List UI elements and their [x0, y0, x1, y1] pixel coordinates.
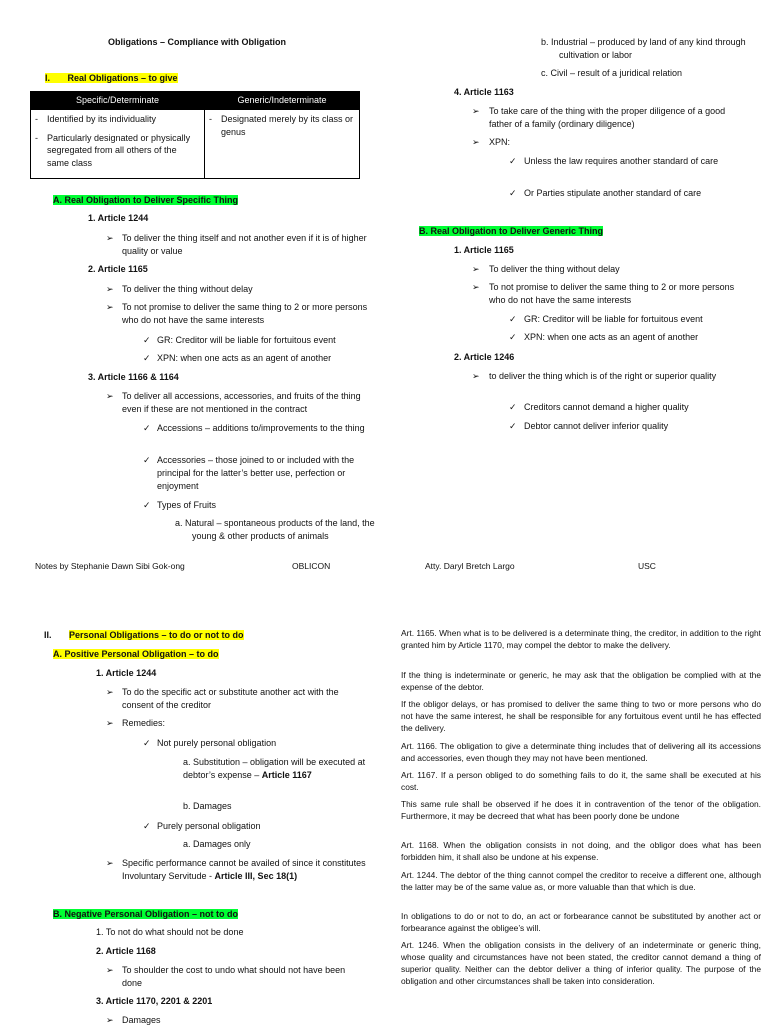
bullet-text: Creditors cannot demand a higher quality: [524, 402, 689, 412]
arrow-bullet-icon: ➢: [106, 687, 114, 697]
footer-notes: Notes by Stephanie Dawn Sibi Gok-ong: [35, 561, 185, 571]
bullet-text: to deliver the thing which is of the right or superior quality: [489, 371, 717, 381]
bullet-text: GR: Creditor will be liable for fortuitous event: [524, 314, 703, 324]
section-1-heading: [45, 72, 178, 85]
check-bullet-icon: ✓: [143, 500, 151, 510]
check-bullet-icon: ✓: [143, 335, 151, 345]
bullet-text: Specific performance cannot be availed of since it constitutes Involuntary Servitude - Article III, Sec 18(1): [122, 858, 366, 881]
table-header-generic: Generic/Indeterminate: [205, 92, 360, 110]
arrow-bullet-icon: ➢: [106, 233, 114, 243]
article-1163-heading: 4. Article 1163: [454, 87, 514, 97]
bullet-text: To take care of the thing with the proper diligence of a good father of a family (ordinary diligence): [489, 106, 726, 129]
bullet-text: XPN: when one acts as an agent of another: [157, 353, 332, 363]
article-1165-heading-b: 1. Article 1165: [454, 245, 514, 255]
bullet-text: To deliver the thing without delay: [122, 284, 253, 294]
section-1-num: I.: [45, 73, 51, 83]
bullet-text: XPN: when one acts as an agent of another: [524, 332, 699, 342]
bullet-text: Debtor cannot deliver inferior quality: [524, 421, 669, 431]
article-1246-heading: 2. Article 1246: [454, 352, 515, 362]
bullet-text: GR: Creditor will be liable for fortuitous event: [157, 335, 336, 345]
list-item: - Identified by its individuality: [35, 113, 157, 124]
arrow-bullet-icon: ➢: [106, 858, 114, 868]
article-paragraph: Art. 1244. The debtor of the thing cannot compel the creditor to receive a different one, although the latter may be of the same value as, or more valuable than that which is due.: [401, 870, 761, 892]
check-bullet-icon: ✓: [143, 821, 151, 831]
check-bullet-icon: ✓: [143, 738, 151, 748]
bullet-text: Unless the law requires another standard of care: [524, 156, 719, 166]
footer-subject: OBLICON: [292, 561, 331, 571]
arrow-bullet-icon: ➢: [472, 371, 480, 381]
pb-article-1168: 2. Article 1168: [96, 946, 156, 956]
bullet-text: Or Parties stipulate another standard of care: [524, 188, 702, 198]
arrow-bullet-icon: ➢: [106, 391, 114, 401]
check-bullet-icon: ✓: [509, 156, 517, 166]
pa-article-1244: 1. Article 1244: [96, 668, 157, 678]
substitution-text: a. Substitution – obligation will be executed at debtor’s expense – Article 1167: [183, 757, 366, 780]
article-paragraph: Art. 1165. When what is to be delivered is a determinate thing, the creditor, in addition to the right granted him by Article 1170, may compel the debtor to make the delivery.: [401, 628, 761, 650]
pb-article-1170: 3. Article 1170, 2201 & 2201: [96, 996, 213, 1006]
article-1166-heading: 3. Article 1166 & 1164: [88, 372, 179, 382]
arrow-bullet-icon: ➢: [472, 282, 480, 292]
check-bullet-icon: ✓: [509, 188, 517, 198]
footer-school: USC: [638, 561, 656, 571]
bullet-text: Damages: [122, 1015, 161, 1025]
section-pa-heading: A. Positive Personal Obligation – to do: [53, 649, 219, 659]
damages-only-text: a. Damages only: [183, 839, 251, 849]
fruit-civil: c. Civil – result of a juridical relation: [541, 68, 683, 78]
footer-atty: Atty. Daryl Bretch Largo: [425, 561, 515, 571]
bullet-text: Purely personal obligation: [157, 821, 261, 831]
arrow-bullet-icon: ➢: [472, 137, 480, 147]
check-bullet-icon: ✓: [509, 314, 517, 324]
article-1165-heading: 2. Article 1165: [88, 264, 148, 274]
bullet-text: To deliver the thing itself and not another even if it is of higher quality or value: [122, 233, 367, 256]
fruit-industrial: b. Industrial – produced by land of any kind through cultivation or labor: [541, 37, 746, 60]
article-paragraph: In obligations to do or not to do, an act or forbearance cannot be substituted by another act or forbearance against the obligee’s will.: [401, 911, 761, 933]
arrow-bullet-icon: ➢: [106, 284, 114, 294]
bullet-text: Accessories – those joined to or included with the principal for the latter’s better use, perfection or enjoyment: [157, 455, 355, 491]
article-paragraph: Art. 1167. If a person obliged to do something fails to do it, the same shall be executed at his cost.: [401, 770, 761, 792]
bullet-text: Remedies:: [122, 718, 166, 728]
list-item: - Particularly designated or physically segregated from all others of the same class: [35, 132, 191, 169]
section-a-heading: A. Real Obligation to Deliver Specific Thing: [53, 195, 239, 205]
doc-title: Obligations – Compliance with Obligation: [108, 37, 287, 47]
article-paragraph: Art. 1166. The obligation to give a determinate thing includes that of delivering all its accessions and accessories, even though they may not have been mentioned.: [401, 741, 761, 763]
check-bullet-icon: ✓: [509, 402, 517, 412]
section-2-heading: II. Personal Obligations – to do or not to do: [44, 630, 244, 640]
check-bullet-icon: ✓: [509, 421, 517, 431]
bullet-text: To deliver all accessions, accessories, and fruits of the thing even if these are not mentioned in the contract: [122, 391, 361, 414]
bullet-text: To shoulder the cost to undo what should not have been done: [122, 965, 346, 988]
arrow-bullet-icon: ➢: [472, 106, 480, 116]
article-paragraph: This same rule shall be observed if he does it in contravention of the tenor of the obligation. Furthermore, it may be decreed that what has been poorly done be undone: [401, 799, 761, 821]
arrow-bullet-icon: ➢: [106, 1015, 114, 1025]
arrow-bullet-icon: ➢: [106, 302, 114, 312]
article-paragraph: If the obligor delays, or has promised to deliver the same thing to two or more persons who do not have the same interest, he shall be responsible for any fortuitous event until he has effected the delivery.: [401, 699, 761, 733]
section-pb-heading: B. Negative Personal Obligation – not to do: [53, 909, 239, 919]
arrow-bullet-icon: ➢: [106, 965, 114, 975]
article-paragraph: If the thing is indeterminate or generic, he may ask that the obligation be complied with at the expense of the debtor.: [401, 670, 761, 692]
bullet-text: To do the specific act or substitute another act with the consent of the creditor: [122, 687, 339, 710]
bullet-text: Accessions – additions to/improvements to the thing: [157, 423, 365, 433]
bullet-text: Not purely personal obligation: [157, 738, 277, 748]
article-1244-heading: 1. Article 1244: [88, 213, 149, 223]
check-bullet-icon: ✓: [143, 353, 151, 363]
bullet-text: XPN:: [489, 137, 511, 147]
damages-text: b. Damages: [183, 801, 232, 811]
table-cell-specific: [31, 109, 205, 178]
fruit-natural: a. Natural – spontaneous products of the land, the young & other products of animals: [175, 518, 375, 541]
bullet-text: To not promise to deliver the same thing to 2 or more persons who do not have the same interests: [122, 302, 368, 325]
check-bullet-icon: ✓: [509, 332, 517, 342]
bullet-text: To not promise to deliver the same thing to 2 or more persons who do not have the same interests: [489, 282, 735, 305]
section-b-heading: B. Real Obligation to Deliver Generic Thing: [419, 226, 604, 236]
list-item: - Designated merely by its class or genus: [209, 113, 354, 137]
table-cell-generic: [205, 109, 360, 178]
section-1-label: Real Obligations – to give: [67, 73, 178, 83]
bullet-text: Types of Fruits: [157, 500, 217, 510]
bullet-text: To deliver the thing without delay: [489, 264, 620, 274]
arrow-bullet-icon: ➢: [472, 264, 480, 274]
article-paragraph: Art. 1246. When the obligation consists in the delivery of an indeterminate or generic thing, whose quality and circumstances have not been stated, the creditor cannot demand a thing of superior quality. Neither can the debtor deliver a thing of inferior quality. The purpose of the obligation and other circumstances shall be taken into consideration.: [401, 940, 761, 986]
check-bullet-icon: ✓: [143, 455, 151, 465]
pb-item-1: 1. To not do what should not be done: [96, 927, 244, 937]
arrow-bullet-icon: ➢: [106, 718, 114, 728]
specific-generic-table: [30, 91, 360, 179]
table-header-specific: Specific/Determinate: [31, 92, 205, 110]
check-bullet-icon: ✓: [143, 423, 151, 433]
article-paragraph: Art. 1168. When the obligation consists in not doing, and the obligor does what has been forbidden him, it shall also be undone at his expense.: [401, 840, 761, 862]
